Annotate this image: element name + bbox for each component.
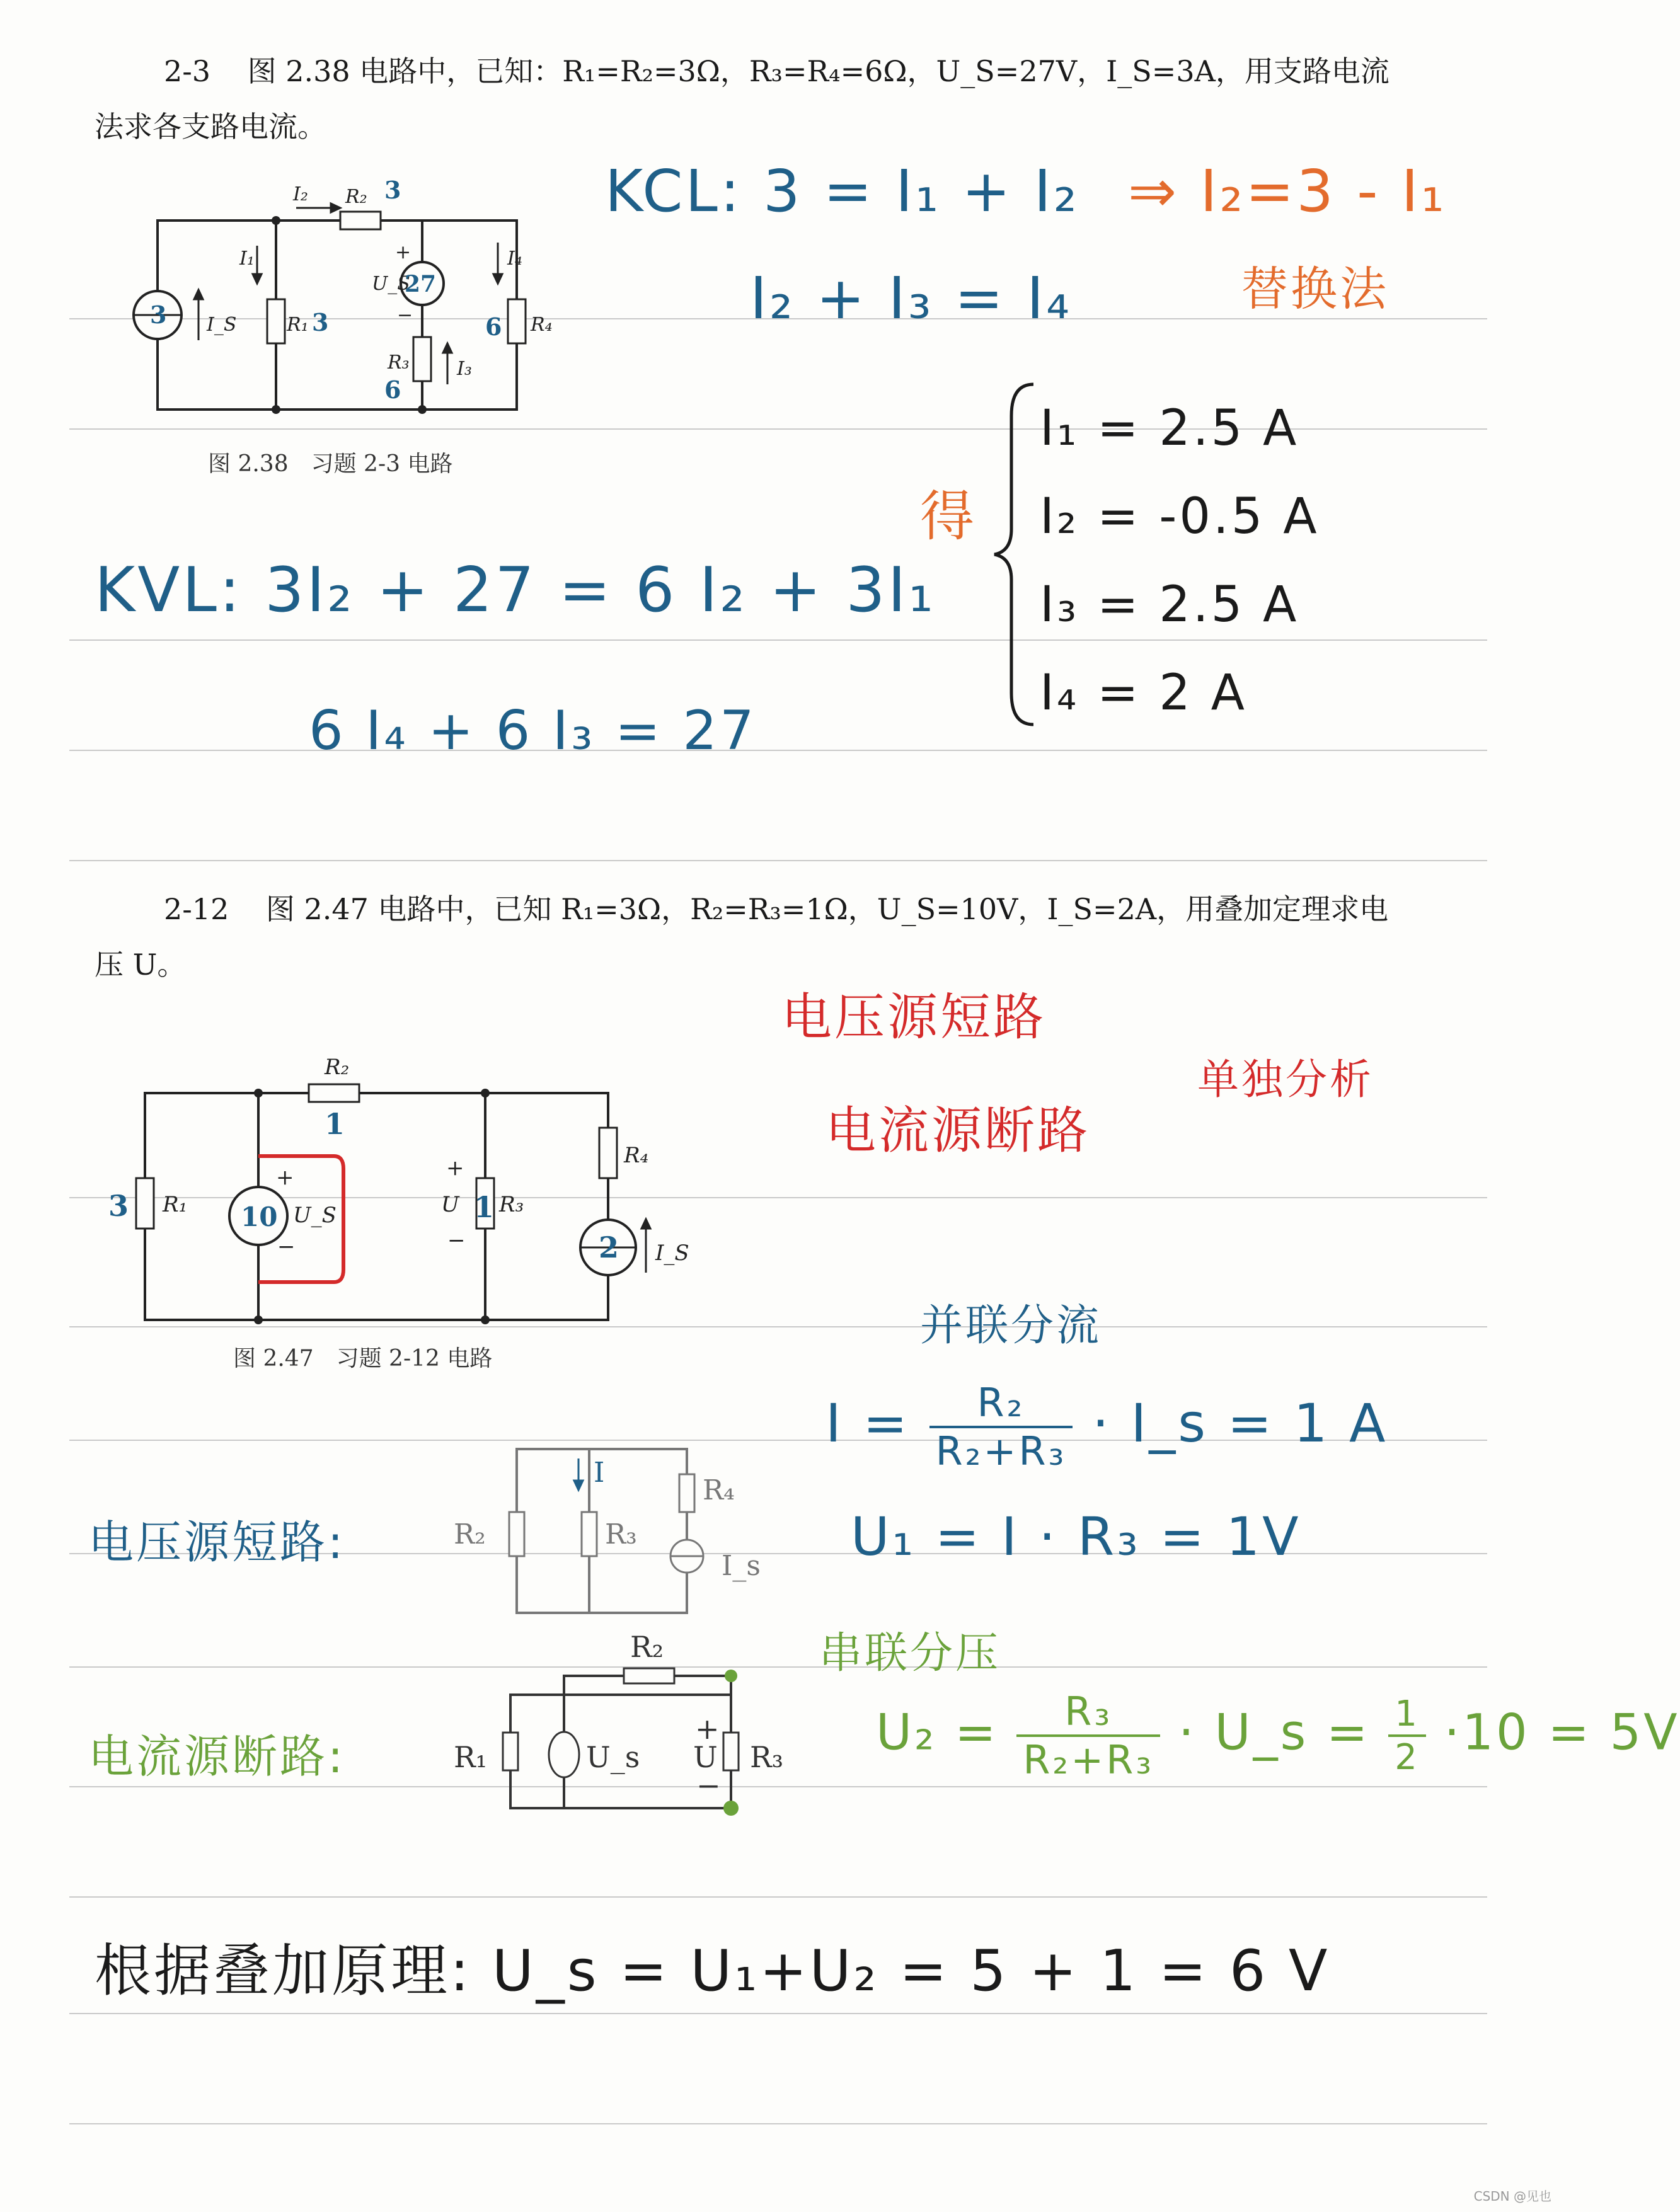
half-num: 1 [1395, 1693, 1420, 1734]
short-circuit-sketch [429, 1430, 781, 1632]
problem2-text-line1: 图 2.47 电路中，已知 R₁=3Ω，R₂=R₃=1Ω，U_S=10V，I_S=2A，用叠加定理求电 [265, 892, 1389, 926]
label-i4: I₄ [507, 248, 522, 270]
sketch1-i: I [594, 1457, 605, 1489]
label-r4: R₄ [531, 314, 553, 336]
u2-fraction-den: R₂+R₃ [1016, 1734, 1160, 1783]
i-rhs: · I_s = 1 A [1092, 1392, 1388, 1454]
annot-us-value: 27 [405, 271, 437, 297]
resistor-r3 [413, 337, 431, 381]
label-u-plus: + [446, 1155, 464, 1181]
short-label: 电压源短路: [88, 1516, 346, 1569]
half-den: 2 [1388, 1734, 1426, 1778]
result-i1: I₁ = 2.5 A [1040, 400, 1299, 457]
sketch2-us: U_s [586, 1740, 640, 1774]
note-separate: 单独分析 [1197, 1055, 1374, 1104]
problem1-number: 2-3 [164, 54, 211, 88]
label-i3: I₃ [457, 358, 472, 380]
ruled-line [69, 2013, 1487, 2014]
ruled-line [69, 2123, 1487, 2124]
note-open: 电流源断路 [826, 1101, 1090, 1160]
current-divider-eq [826, 1380, 1388, 1474]
sketch1-r3: R₃ [605, 1518, 637, 1550]
parallel-title: 并联分流 [920, 1301, 1102, 1351]
kvl-line1: KVL: 3I₂ + 27 = 6 I₂ + 3I₁ [95, 554, 936, 626]
resistor-r2 [309, 1084, 359, 1102]
half-fraction [1388, 1693, 1426, 1778]
label-r4: R₄ [624, 1143, 649, 1168]
label-r1: R₁ [287, 314, 309, 336]
annot-r3-value: 1 [474, 1190, 495, 1224]
label-r2: R₂ [345, 186, 367, 208]
u2-tail: ·10 = 5V [1444, 1704, 1680, 1762]
label-u: U [441, 1192, 459, 1217]
kcl-arrow: ⇒ I₂=3 - I₁ [1128, 158, 1447, 225]
resistor-r4 [508, 299, 526, 343]
label-is: I_S [655, 1241, 689, 1266]
annot-r2-value: 1 [325, 1107, 345, 1141]
result-brace [989, 378, 1040, 731]
ruled-line [69, 1896, 1487, 1898]
resistor-r1 [267, 299, 285, 343]
sketch2-r2: R₂ [630, 1630, 664, 1664]
i-fraction-num: R₂ [977, 1380, 1025, 1426]
sketch2-r1: R₁ [454, 1740, 488, 1774]
result-label: 得 [920, 485, 977, 548]
label-r1: R₁ [163, 1192, 188, 1217]
label-r3: R₃ [388, 352, 410, 374]
footer-watermark: CSDN @见也 [1473, 2189, 1551, 2204]
label-minus: − [397, 304, 413, 326]
label-i1: I₁ [239, 248, 255, 270]
annot-is-value: 3 [150, 301, 167, 329]
problem2-number: 2-12 [164, 892, 229, 926]
sketch2-r3: R₃ [750, 1740, 784, 1774]
annot-r2-value: 3 [384, 176, 401, 204]
problem1-text-line2: 法求各支路电流。 [95, 110, 326, 144]
label-plus: + [395, 241, 411, 263]
sketch1-r2: R₂ [454, 1518, 486, 1550]
annot-r1-value: 3 [108, 1189, 129, 1223]
ruled-line [69, 750, 1487, 751]
label-is: I_S [207, 314, 237, 336]
label-u-minus: − [447, 1228, 466, 1253]
label-us: U_S [372, 273, 410, 295]
results-list [1040, 384, 1320, 737]
annot-r3-value: 6 [384, 375, 401, 404]
method-note: 替换法 [1241, 262, 1389, 316]
open-label: 电流源断路: [88, 1730, 346, 1783]
problem2-statement [164, 882, 1388, 937]
result-i2: I₂ = -0.5 A [1040, 488, 1320, 545]
sketch2-minus: − [696, 1768, 721, 1802]
u2-rhs: · U_s = [1178, 1704, 1371, 1762]
i-fraction [929, 1380, 1073, 1474]
voltage-divider-eq [876, 1688, 1680, 1783]
annot-us-value: 10 [241, 1201, 278, 1232]
circuit-figure-2-47 [101, 1033, 731, 1336]
u2-fraction [1016, 1688, 1160, 1783]
note-short: 电压源短路 [781, 988, 1046, 1046]
sketch2-u: U [693, 1740, 718, 1774]
label-us: U_S [293, 1203, 337, 1228]
result-i4: I₄ = 2 A [1040, 665, 1247, 721]
conclusion: 根据叠加原理: U_s = U₁+U₂ = 5 + 1 = 6 V [95, 1938, 1330, 2004]
figure-caption-2-47: 图 2.47 习题 2-12 电路 [233, 1346, 493, 1372]
label-r3: R₃ [499, 1192, 524, 1217]
label-plus: + [276, 1165, 294, 1190]
resistor-r1 [136, 1178, 154, 1229]
problem2-text-line2: 压 U。 [95, 948, 187, 982]
resistor-r4 [599, 1128, 617, 1178]
resistor-r2 [340, 212, 381, 229]
problem1-text-line1: 图 2.38 电路中，已知：R₁=R₂=3Ω，R₃=R₄=6Ω，U_S=27V，I_S=3A，用支路电流 [247, 54, 1389, 88]
sketch1-r4: R₄ [703, 1474, 735, 1506]
label-r2: R₂ [325, 1055, 350, 1080]
annot-r4-value: 6 [485, 312, 502, 341]
kcl-line2: I₂ + I₃ = I₄ [750, 265, 1073, 332]
sketch1-is: I_s [722, 1550, 761, 1582]
u1-line: U₁ = I · R₃ = 1V [851, 1506, 1301, 1567]
ruled-line [69, 860, 1487, 861]
kcl-line1: KCL: 3 = I₁ + I₂ [605, 158, 1079, 225]
figure-caption-2-38: 图 2.38 习题 2-3 电路 [208, 451, 453, 477]
annot-r1-value: 3 [312, 308, 329, 336]
label-i2: I₂ [293, 183, 308, 205]
kvl-line2: 6 I₄ + 6 I₃ = 27 [309, 699, 757, 762]
i-lhs: I = [826, 1392, 910, 1454]
i-fraction-den: R₂+R₃ [929, 1426, 1073, 1474]
annot-is-value: 2 [599, 1230, 619, 1264]
problem1-statement [164, 44, 1389, 99]
circuit-figure-2-38 [113, 170, 567, 447]
u2-lhs: U₂ = [876, 1704, 999, 1762]
result-i3: I₃ = 2.5 A [1040, 576, 1299, 633]
sketch2-plus: + [695, 1712, 720, 1746]
series-title: 串联分压 [819, 1629, 1001, 1678]
label-minus: − [277, 1234, 296, 1259]
open-circuit-sketch [441, 1613, 832, 1827]
u2-fraction-num: R₃ [1064, 1688, 1113, 1734]
